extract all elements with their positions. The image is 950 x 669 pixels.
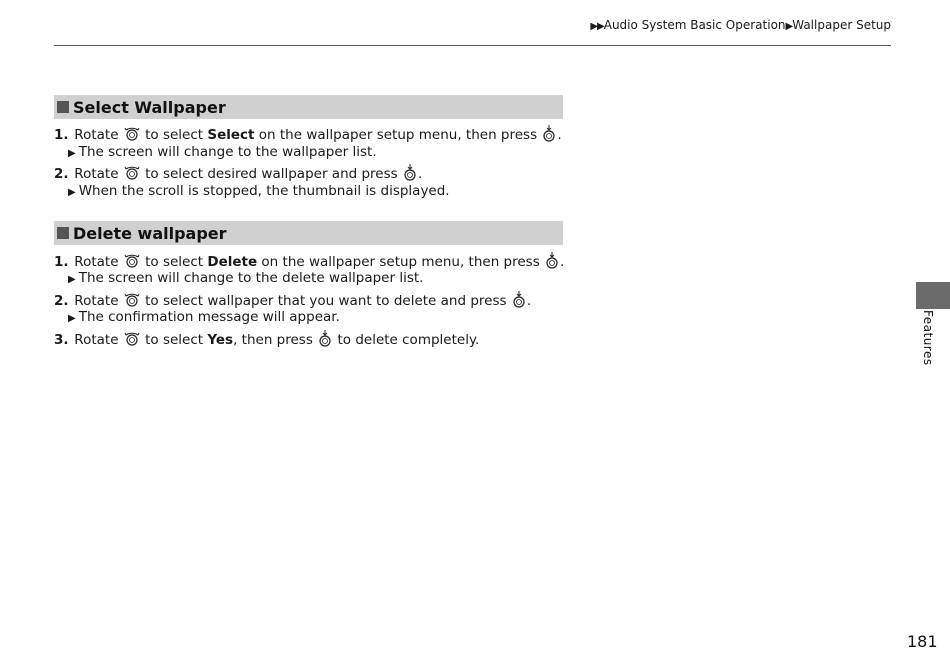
chapter-label: Features [921, 310, 935, 366]
step-1-result [68, 143, 377, 163]
rotate-knob-icon [123, 329, 141, 353]
menu-item-select: Select [207, 127, 255, 143]
press-knob-icon [511, 290, 527, 314]
result-arrow-icon: ▶ [68, 187, 76, 198]
arrow-icon: ▶ [785, 21, 793, 32]
step-text: . [557, 127, 562, 143]
result-arrow-icon: ▶ [68, 274, 76, 285]
step-2-result [68, 308, 340, 328]
step-text: , then press [233, 332, 313, 348]
step-3 [54, 329, 479, 353]
step-text: Rotate [74, 254, 119, 270]
section-square-icon [57, 101, 69, 113]
breadcrumb-audio-system[interactable]: Audio System Basic Operation [603, 18, 786, 32]
result-text: The confirmation message will appear. [78, 309, 340, 325]
step-number: 2. [54, 166, 69, 182]
result-text: The screen will change to the delete wallpaper list. [78, 270, 424, 286]
breadcrumb [590, 18, 891, 32]
step-text: to select [145, 332, 204, 348]
step-text: Rotate [74, 166, 119, 182]
step-text: to select [145, 254, 204, 270]
step-text: Rotate [74, 332, 119, 348]
menu-item-delete: Delete [207, 254, 258, 270]
page-number: 181 [907, 632, 938, 651]
press-knob-icon [544, 251, 560, 275]
chapter-tab[interactable] [916, 282, 950, 309]
step-text: on the wallpaper setup menu, then press [258, 127, 538, 143]
step-2-result [68, 182, 450, 202]
breadcrumb-wallpaper-setup[interactable]: Wallpaper Setup [792, 18, 891, 32]
step-number: 2. [54, 293, 69, 309]
step-number: 1. [54, 127, 69, 143]
section-delete-wallpaper-header [54, 221, 563, 245]
double-arrow-icon: ▶▶ [590, 21, 604, 32]
header-divider [54, 45, 891, 46]
step-text: on the wallpaper setup menu, then press [261, 254, 540, 270]
step-text: to delete completely. [337, 332, 480, 348]
press-knob-icon [317, 329, 333, 353]
step-text: . [417, 166, 423, 182]
section-select-wallpaper-header [54, 95, 563, 119]
step-text: to select wallpaper that you want to delete and press [145, 293, 507, 309]
step-1-result [68, 269, 423, 289]
step-text: . [526, 293, 532, 309]
step-text: to select desired wallpaper and press [145, 166, 398, 182]
step-number: 1. [54, 254, 69, 270]
result-arrow-icon: ▶ [68, 148, 76, 159]
result-text: When the scroll is stopped, the thumbnail is displayed. [78, 183, 450, 199]
menu-item-yes: Yes [207, 332, 234, 348]
step-text: . [560, 254, 565, 270]
step-text: Rotate [74, 293, 119, 309]
step-text: to select [145, 127, 204, 143]
step-text: Rotate [74, 127, 119, 143]
result-text: The screen will change to the wallpaper list. [78, 144, 377, 160]
section-title: Delete wallpaper [73, 223, 227, 243]
section-square-icon [57, 227, 69, 239]
step-number: 3. [54, 332, 69, 348]
section-title: Select Wallpaper [73, 97, 226, 117]
result-arrow-icon: ▶ [68, 313, 76, 324]
press-knob-icon [541, 124, 557, 148]
